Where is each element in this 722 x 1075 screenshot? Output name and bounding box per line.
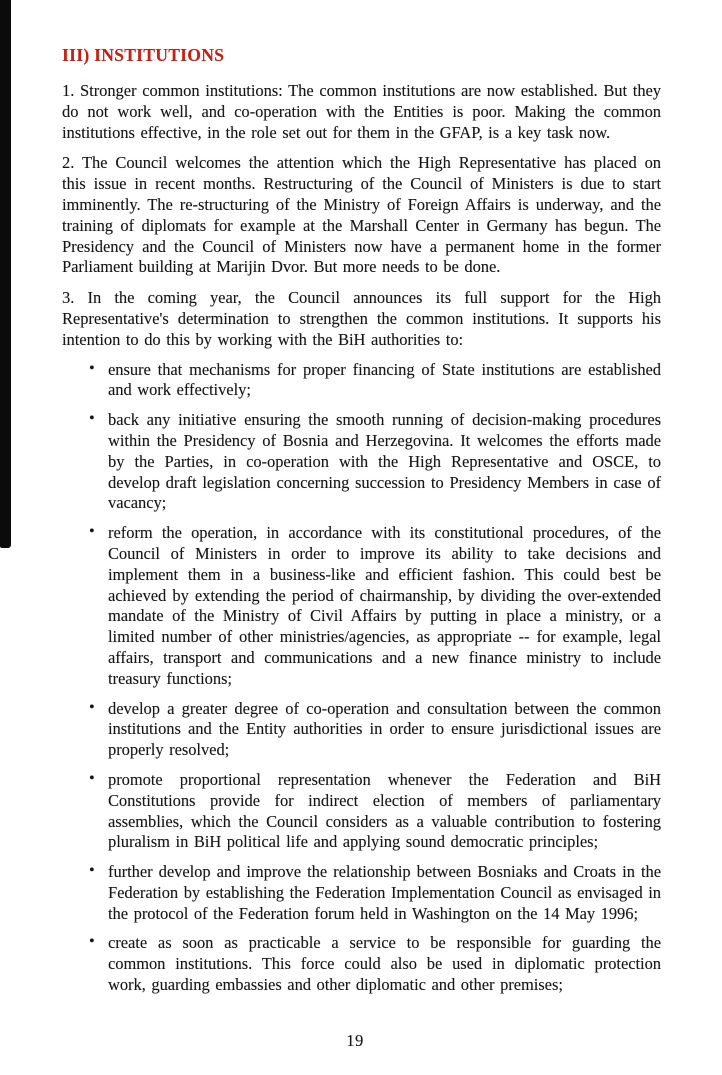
paragraph-1: 1. Stronger common institutions: The common institutions are now established. But they do not work well, and co-operation with the Entities is poor. Making the common institutions effective, in the role set out for them in the GFAP, is a key task now. bbox=[62, 81, 661, 142]
section-heading: III) INSTITUTIONS bbox=[62, 45, 225, 65]
scan-edge-artifact bbox=[0, 0, 11, 548]
bullet-item-2 bbox=[62, 410, 661, 514]
bullet-text: further develop and improve the relationship between Bosniaks and Croats in the Federation by establishing the Federation Implementation Council as envisaged in the protocol of the Federation forum held in Washington on the 14 May 1996; bbox=[108, 862, 661, 923]
bullet-icon: • bbox=[89, 933, 95, 951]
bullet-text: back any initiative ensuring the smooth running of decision-making procedures within the Presidency of Bosnia and Herzegovina. It welcomes the efforts made by the Parties, in co-operation with the High Representative and OSCE, to develop draft legislation concerning succession to Presidency Members in case of vacancy; bbox=[108, 410, 661, 513]
bullet-text: develop a greater degree of co-operation and consultation between the common institutions and the Entity authorities in order to ensure jurisdictional issues are properly resolved; bbox=[108, 698, 661, 760]
bullet-item-7 bbox=[62, 933, 661, 995]
bullet-item-5 bbox=[62, 770, 661, 853]
page-content bbox=[62, 45, 661, 996]
bullet-list bbox=[62, 360, 661, 996]
paragraph-3: 3. In the coming year, the Council announces its full support for the High Representative's determination to strengthen the common institutions. It supports his intention to do this by working with the BiH authorities to: bbox=[62, 288, 661, 349]
bullet-icon: • bbox=[89, 523, 95, 541]
bullet-text: promote proportional representation whenever the Federation and BiH Constitutions provide for indirect election of members of parliamentary assemblies, which the Council considers as a valuable contribution to fostering pluralism in BiH political life and applying sound democratic principles; bbox=[108, 769, 661, 852]
bullet-icon: • bbox=[89, 359, 95, 377]
page-number: 19 bbox=[346, 1031, 364, 1050]
bullet-item-3 bbox=[62, 523, 661, 689]
bullet-icon: • bbox=[89, 769, 95, 787]
bullet-icon: • bbox=[89, 862, 95, 880]
paragraph-2: 2. The Council welcomes the attention which the High Representative has placed on this issue in recent months. Restructuring of the Council of Ministers is due to start imminently. The re-structuring of the Ministry of Foreign Affairs is underway, and the training of diplomats for example at the Marshall Center in Germany has begun. The Presidency and the Council of Ministers now have a permanent home in the former Parliament building at Marijin Dvor. But more needs to be done. bbox=[62, 153, 661, 277]
bullet-item-6 bbox=[62, 862, 661, 924]
bullet-icon: • bbox=[89, 698, 95, 716]
bullet-text: ensure that mechanisms for proper financing of State institutions are established and work effectively; bbox=[108, 359, 661, 400]
bullet-text: reform the operation, in accordance with its constitutional procedures, of the Council of Ministers in order to improve its ability to take decisions and implement them in a business-like and efficient fashion. This could best be achieved by extending the period of chairmanship, by dividing the over-extended mandate of the Ministry of Civil Affairs by putting in place a ministry, or a limited number of other ministries/agencies, as appropriate -- for example, legal affairs, transport and communications and a new finance ministry to include treasury functions; bbox=[108, 523, 661, 688]
bullet-icon: • bbox=[89, 410, 95, 428]
bullet-item-4 bbox=[62, 699, 661, 761]
bullet-item-1 bbox=[62, 360, 661, 402]
bullet-text: create as soon as practicable a service to be responsible for guarding the common institutions. This force could also be used in diplomatic protection work, guarding embassies and other diplomatic and other premises; bbox=[108, 933, 661, 995]
